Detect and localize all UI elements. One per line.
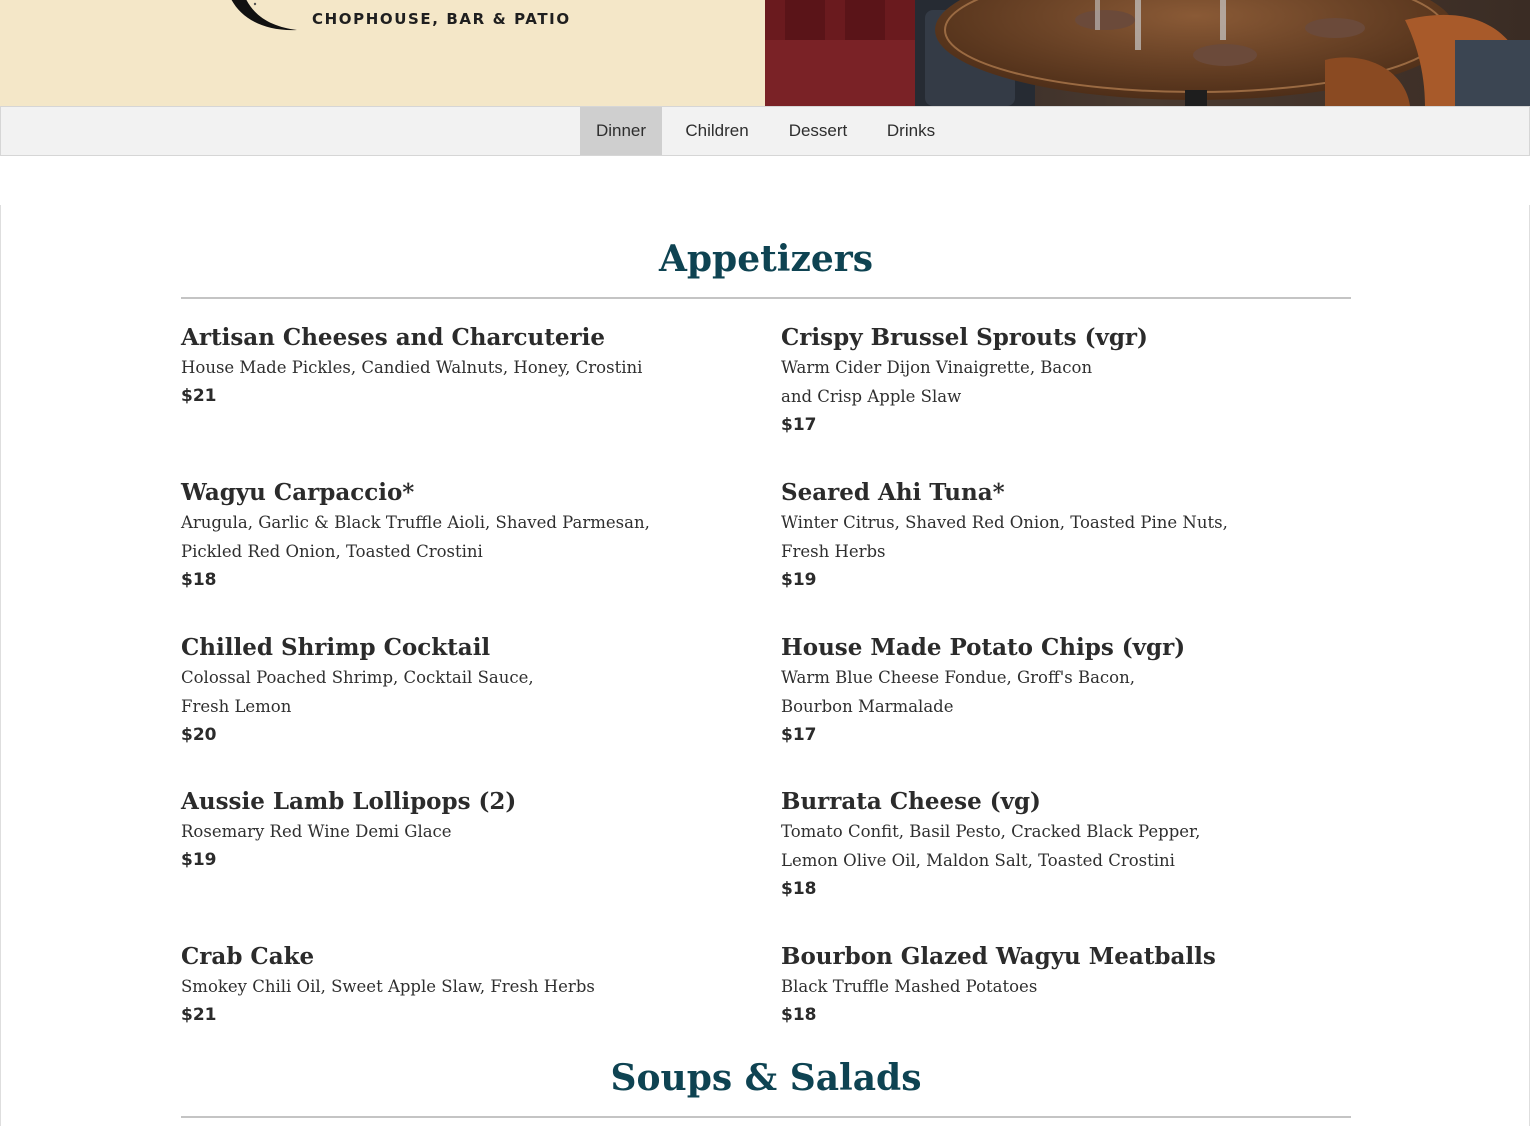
section-title-appetizers: Appetizers: [658, 238, 874, 280]
menu-item: [781, 323, 1341, 439]
item-name: Burrata Cheese (vg): [781, 788, 1041, 815]
item-description: Rosemary Red Wine Demi Glace: [181, 822, 452, 841]
menu-item: [781, 942, 1341, 1029]
item-name: Crispy Brussel Sprouts (vgr): [781, 324, 1148, 351]
item-price: $18: [781, 1005, 817, 1025]
tab-dinner[interactable]: Dinner: [580, 107, 662, 155]
item-name: Crab Cake: [181, 943, 315, 970]
site-header: [0, 0, 1530, 106]
menu-item: [781, 633, 1341, 749]
item-name: House Made Potato Chips (vgr): [781, 634, 1186, 661]
item-description: Warm Blue Cheese Fondue, Groff's Bacon, Bourbon Marmalade: [781, 668, 1135, 716]
tab-drinks[interactable]: Drinks: [886, 121, 936, 140]
item-price: $18: [781, 879, 817, 899]
menu-item: [781, 478, 1341, 594]
item-price: $21: [181, 386, 217, 406]
menu-content: [0, 205, 1530, 1126]
item-price: $17: [781, 725, 817, 745]
tab-children[interactable]: Children: [685, 121, 749, 140]
tab-dessert[interactable]: Dessert: [788, 121, 848, 140]
item-description: Tomato Confit, Basil Pesto, Cracked Black Pepper, Lemon Olive Oil, Maldon Salt, Toasted Crostini: [781, 822, 1201, 870]
logo-swoosh-icon[interactable]: [205, 0, 315, 40]
item-description: Winter Citrus, Shaved Red Onion, Toasted Pine Nuts, Fresh Herbs: [781, 513, 1228, 561]
dining-table-image: [765, 0, 1530, 106]
item-price: $18: [181, 570, 217, 590]
menu-item: [181, 942, 741, 1029]
section-title-soups-salads: Soups & Salads: [610, 1057, 922, 1099]
menu-item: [181, 478, 741, 594]
item-price: $21: [181, 1005, 217, 1025]
item-price: $17: [781, 415, 817, 435]
item-name: Wagyu Carpaccio*: [181, 479, 415, 506]
item-name: Seared Ahi Tuna*: [781, 479, 1005, 506]
restaurant-photo: [765, 0, 1530, 106]
item-price: $20: [181, 725, 217, 745]
logo-tagline: CHOPHOUSE, BAR & PATIO: [312, 10, 571, 28]
item-description: House Made Pickles, Candied Walnuts, Honey, Crostini: [181, 358, 643, 377]
item-price: $19: [781, 570, 817, 590]
item-description: Black Truffle Mashed Potatoes: [781, 977, 1038, 996]
item-name: Artisan Cheeses and Charcuterie: [181, 324, 605, 351]
menu-item: [181, 787, 741, 874]
menu-nav: [0, 106, 1530, 156]
section-divider: [181, 1116, 1351, 1118]
logo-banner: [0, 0, 765, 106]
item-name: Chilled Shrimp Cocktail: [181, 634, 491, 661]
menu-item: [181, 323, 741, 410]
menu-item: [781, 787, 1341, 903]
item-description: Warm Cider Dijon Vinaigrette, Bacon and Crisp Apple Slaw: [781, 358, 1093, 406]
menu-item: [181, 633, 741, 749]
item-name: Bourbon Glazed Wagyu Meatballs: [781, 943, 1216, 970]
item-price: $19: [181, 850, 217, 870]
item-name: Aussie Lamb Lollipops (2): [181, 788, 517, 815]
item-description: Smokey Chili Oil, Sweet Apple Slaw, Fresh Herbs: [181, 977, 595, 996]
section-divider: [181, 297, 1351, 299]
item-description: Colossal Poached Shrimp, Cocktail Sauce, Fresh Lemon: [181, 668, 534, 716]
item-description: Arugula, Garlic & Black Truffle Aioli, Shaved Parmesan, Pickled Red Onion, Toasted Crostini: [181, 513, 650, 561]
